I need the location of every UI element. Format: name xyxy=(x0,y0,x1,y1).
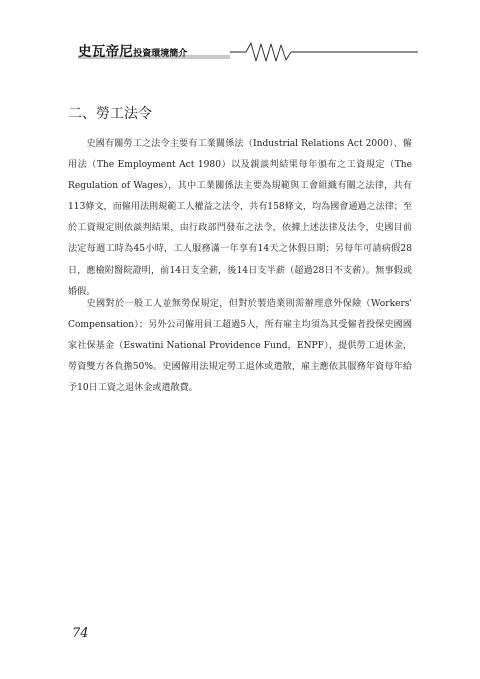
header-title-main: 史瓦帝尼 xyxy=(78,44,134,60)
section-title: 二、勞工法令 xyxy=(68,106,152,122)
body-paragraph: 史國有關勞工之法令主要有工業關係法（Industrial Relations Act 2000）、僱用法（The Employment Act 1980）以及親談判結果每年頒布之工資規定（The Regulation of Wages），其中工業關係法主要為規範與工會組織有關之法律，共有113條文，而僱用法則規範工人權益之法令，共有158條文，均為國會通過之法律；至於工資規定則依談判結果，由行政部門發布之法令，依據上述法律及法令，史國目前法定每週工時為45小時，工人服務滿一年享有14天之休假日期；另每年可請病假28日，應檢附醫院證明，前14日支全薪，後14日支半薪（超過28日不支薪）。無事假或婚假。 xyxy=(68,139,412,297)
header-title xyxy=(78,41,187,61)
header-title-sub: 投資環境簡介 xyxy=(133,49,188,59)
running-header xyxy=(78,41,418,63)
heartbeat-line-icon xyxy=(230,41,418,63)
body-paragraph: 史國對於一般工人並無勞保規定，但對於製造業則需辦理意外保險（Workers' Compensation）；另外公司僱用員工超過5人，所有雇主均須為其受僱者投保史國國家社保基金（Eswatini National Providence Fund，ENPF），提供勞工退休金，勞資雙方各負擔50%。史國僱用法規定勞工退休或遣散，雇主應依其服務年資每年給予10日工資之退休金或遣散費。 xyxy=(68,299,412,394)
page-number: 74 xyxy=(72,626,89,641)
